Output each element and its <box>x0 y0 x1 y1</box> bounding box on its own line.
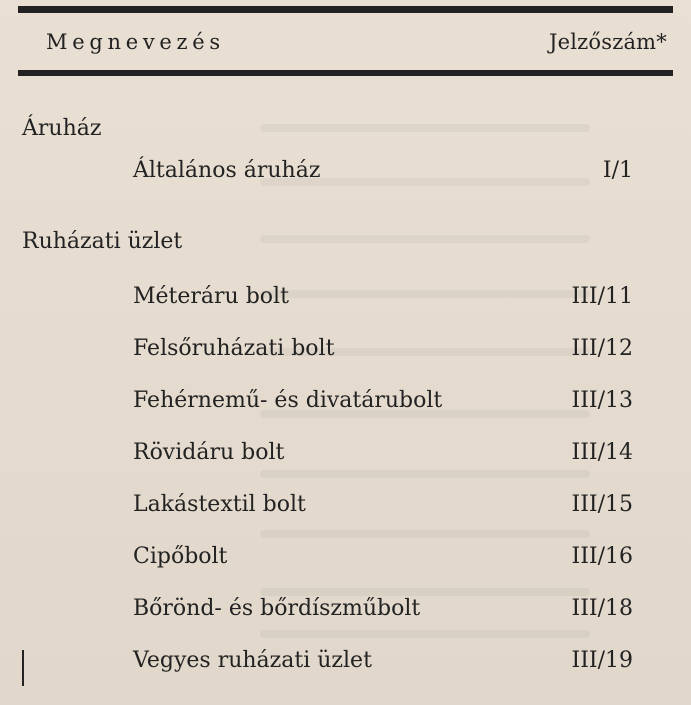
bleed-through-line <box>260 470 590 478</box>
bleed-through-line <box>260 124 590 132</box>
item-code: III/12 <box>571 336 633 361</box>
table-row <box>133 388 633 418</box>
item-code: III/11 <box>571 284 633 309</box>
item-code: III/14 <box>571 440 633 465</box>
item-name: Bőrönd- és bőrdíszműbolt <box>133 596 421 621</box>
item-name: Általános áruház <box>133 158 321 183</box>
section-title: Áruház <box>22 116 102 141</box>
header-code-label: Jelzőszám* <box>548 30 667 54</box>
item-code: III/18 <box>571 596 633 621</box>
table-row <box>133 284 633 314</box>
item-code: III/19 <box>571 648 633 673</box>
section-title: Ruházati üzlet <box>22 229 183 254</box>
item-name: Rövidáru bolt <box>133 440 285 465</box>
table-row <box>133 648 633 678</box>
item-code: III/13 <box>571 388 633 413</box>
table-row <box>133 492 633 522</box>
item-name: Lakástextil bolt <box>133 492 306 517</box>
item-code: III/16 <box>571 544 633 569</box>
top-rule <box>18 6 673 13</box>
header-bottom-rule <box>18 70 673 76</box>
header-name-label: Megnevezés <box>46 30 225 54</box>
table-row <box>133 596 633 626</box>
item-code: I/1 <box>602 158 633 183</box>
table-row <box>133 336 633 366</box>
bleed-through-line <box>260 530 590 538</box>
item-code: III/15 <box>571 492 633 517</box>
bleed-through-line <box>260 235 590 243</box>
item-name: Méteráru bolt <box>133 284 289 309</box>
item-name: Felsőruházati bolt <box>133 336 335 361</box>
bleed-through-line <box>260 588 590 596</box>
item-name: Cipőbolt <box>133 544 228 569</box>
table-row <box>133 440 633 470</box>
item-name: Vegyes ruházati üzlet <box>133 648 372 673</box>
item-name: Fehérnemű- és divatárubolt <box>133 388 443 413</box>
table-row <box>133 544 633 574</box>
margin-mark <box>22 650 24 686</box>
table-row <box>133 158 633 188</box>
bleed-through-line <box>260 630 590 638</box>
